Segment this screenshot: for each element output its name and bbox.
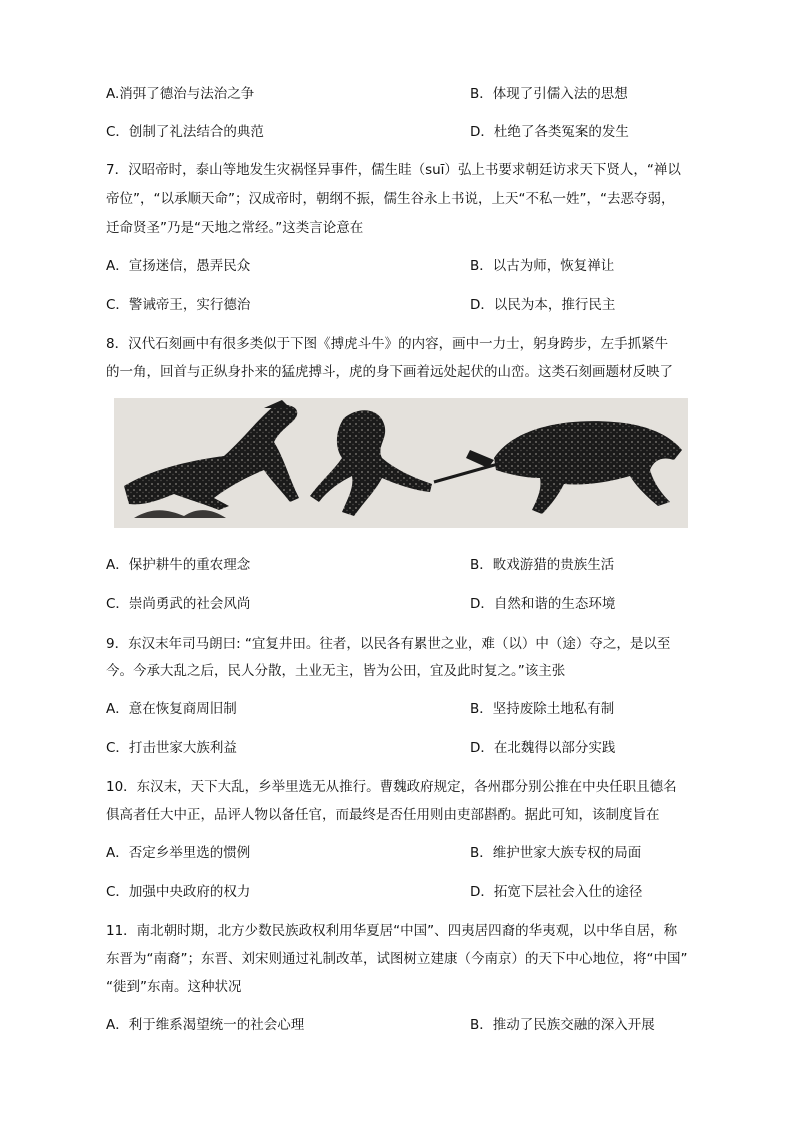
q8-option-c: C．崇尚勇武的社会风尚 — [106, 596, 251, 612]
q10-option-a: A．否定乡举里选的惯例 — [106, 845, 251, 861]
q8-option-d: D．自然和谐的生态环境 — [470, 596, 616, 612]
q11-stem-line-2: 东晋为“南裔”；东晋、刘宋则通过礼制改革，试图树立建康（今南京）的天下中心地位，将“中国” — [106, 951, 688, 967]
stone-relief-image — [114, 398, 688, 528]
q6-option-d: D．杜绝了各类冤案的发生 — [470, 124, 629, 140]
q9-option-a: A．意在恢复商周旧制 — [106, 701, 237, 717]
q7-option-c: C．警诫帝王，实行德治 — [106, 297, 251, 313]
q8-option-a: A．保护耕牛的重农理念 — [106, 557, 251, 573]
q7-stem-line-1: 7．汉昭帝时，泰山等地发生灾祸怪异事件，儒生眭（suī）弘上书要求朝廷访求天下贤人，“禅以 — [106, 162, 681, 178]
q7-stem-line-3: 迁命贤圣”乃是“天地之常经。”这类言论意在 — [106, 220, 364, 236]
q10-option-d: D．拓宽下层社会入仕的途径 — [470, 884, 643, 900]
q6-option-a: A.消弭了德治与法治之争 — [106, 86, 255, 102]
q7-stem-line-2: 帝位”，“以承顺天命”；汉成帝时，朝纲不振，儒生谷永上书说，上天“不私一姓”，“去恶夺弱， — [106, 191, 675, 207]
q11-option-a: A．利于维系渴望统一的社会心理 — [106, 1017, 305, 1033]
q7-option-b: B．以古为师，恢复禅让 — [470, 258, 615, 274]
q7-option-a: A．宣扬迷信，愚弄民众 — [106, 258, 251, 274]
q8-stem-line-2: 的一角，回首与正纵身扑来的猛虎搏斗，虎的身下画着远处起伏的山峦。这类石刻画题材反映了 — [106, 364, 673, 380]
q9-option-c: C．打击世家大族利益 — [106, 740, 237, 756]
q9-stem-line-1: 9．东汉末年司马朗曰: “宜复井田。往者，以民各有累世之业，难（以）中（途）夺之，是以至 — [106, 636, 671, 652]
q6-option-c: C．创制了礼法结合的典范 — [106, 124, 264, 140]
q7-option-d: D．以民为本，推行民主 — [470, 297, 616, 313]
q11-stem-line-1: 11．南北朝时期，北方少数民族政权利用华夏居“中国”、四夷居四裔的华夷观，以中华自居，称 — [106, 923, 678, 939]
q11-stem-line-3: “徙到”东南。这种状况 — [106, 979, 242, 995]
q10-stem-line-1: 10．东汉末，天下大乱，乡举里选无从推行。曹魏政府规定，各州郡分别公推在中央任职且德名 — [106, 779, 677, 795]
q8-option-b: B．畋戏游猎的贵族生活 — [470, 557, 615, 573]
q6-option-b: B．体现了引儒入法的思想 — [470, 86, 628, 102]
q8-stem-line-1: 8．汉代石刻画中有很多类似于下图《搏虎斗牛》的内容，画中一力士，躬身跨步，左手抓紧牛 — [106, 336, 669, 352]
q9-option-b: B．坚持废除土地私有制 — [470, 701, 615, 717]
tiger-ox-relief-illustration — [114, 398, 688, 528]
q9-option-d: D．在北魏得以部分实践 — [470, 740, 616, 756]
q9-stem-line-2: 今。今承大乱之后，民人分散，土业无主，皆为公田，宜及此时复之。”该主张 — [106, 663, 566, 679]
q10-option-c: C．加强中央政府的权力 — [106, 884, 251, 900]
q11-option-b: B．推动了民族交融的深入开展 — [470, 1017, 655, 1033]
q10-option-b: B．维护世家大族专权的局面 — [470, 845, 642, 861]
q10-stem-line-2: 俱高者任大中正，品评人物以备任官，而最终是否任用则由吏部斟酌。据此可知，该制度旨在 — [106, 807, 660, 823]
